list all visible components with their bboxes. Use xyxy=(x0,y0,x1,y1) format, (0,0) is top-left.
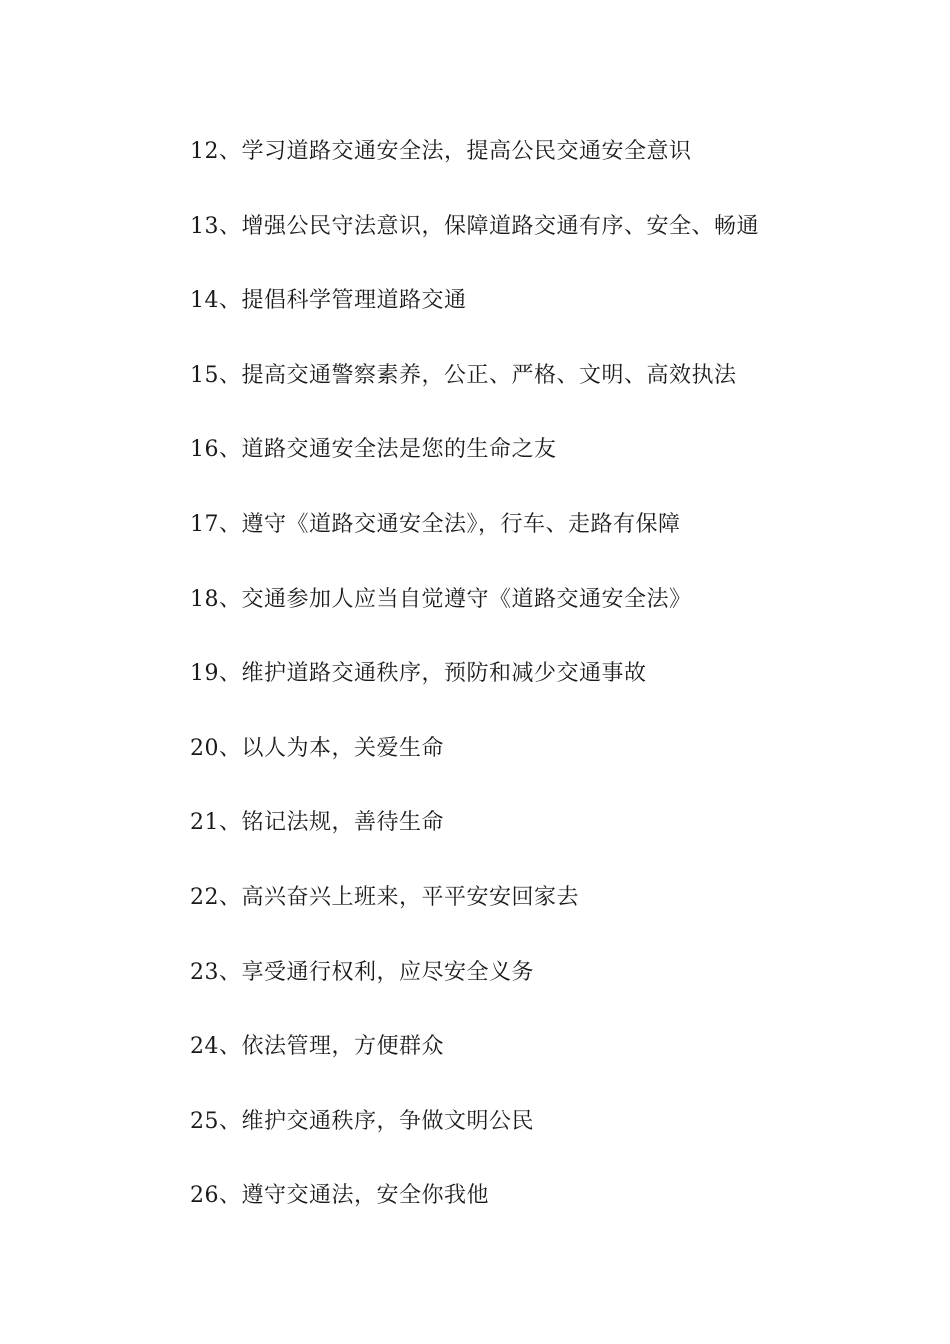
list-item: 24、依法管理，方便群众 xyxy=(190,1034,444,1060)
slogan-list xyxy=(190,132,910,1251)
list-item: 21、铭记法规，善待生命 xyxy=(190,810,444,836)
list-item: 15、提高交通警察素养，公正、严格、文明、高效执法 xyxy=(190,362,737,388)
list-item: 25、维护交通秩序，争做文明公民 xyxy=(190,1108,534,1134)
list-item: 22、高兴奋兴上班来，平平安安回家去 xyxy=(190,884,579,910)
list-item: 16、道路交通安全法是您的生命之友 xyxy=(190,437,557,463)
list-item: 13、增强公民守法意识，保障道路交通有序、安全、畅通 xyxy=(190,213,759,239)
list-item: 20、以人为本，关爱生命 xyxy=(190,735,444,761)
list-item: 23、享受通行权利，应尽安全义务 xyxy=(190,959,534,985)
list-item: 18、交通参加人应当自觉遵守《道路交通安全法》 xyxy=(190,586,692,612)
list-item: 19、维护道路交通秩序，预防和减少交通事故 xyxy=(190,661,647,687)
list-item: 17、遵守《道路交通安全法》，行车、走路有保障 xyxy=(190,511,681,537)
list-item: 26、遵守交通法，安全你我他 xyxy=(190,1183,489,1209)
list-item: 14、提倡科学管理道路交通 xyxy=(190,288,467,314)
list-item: 12、学习道路交通安全法，提高公民交通安全意识 xyxy=(190,139,692,164)
